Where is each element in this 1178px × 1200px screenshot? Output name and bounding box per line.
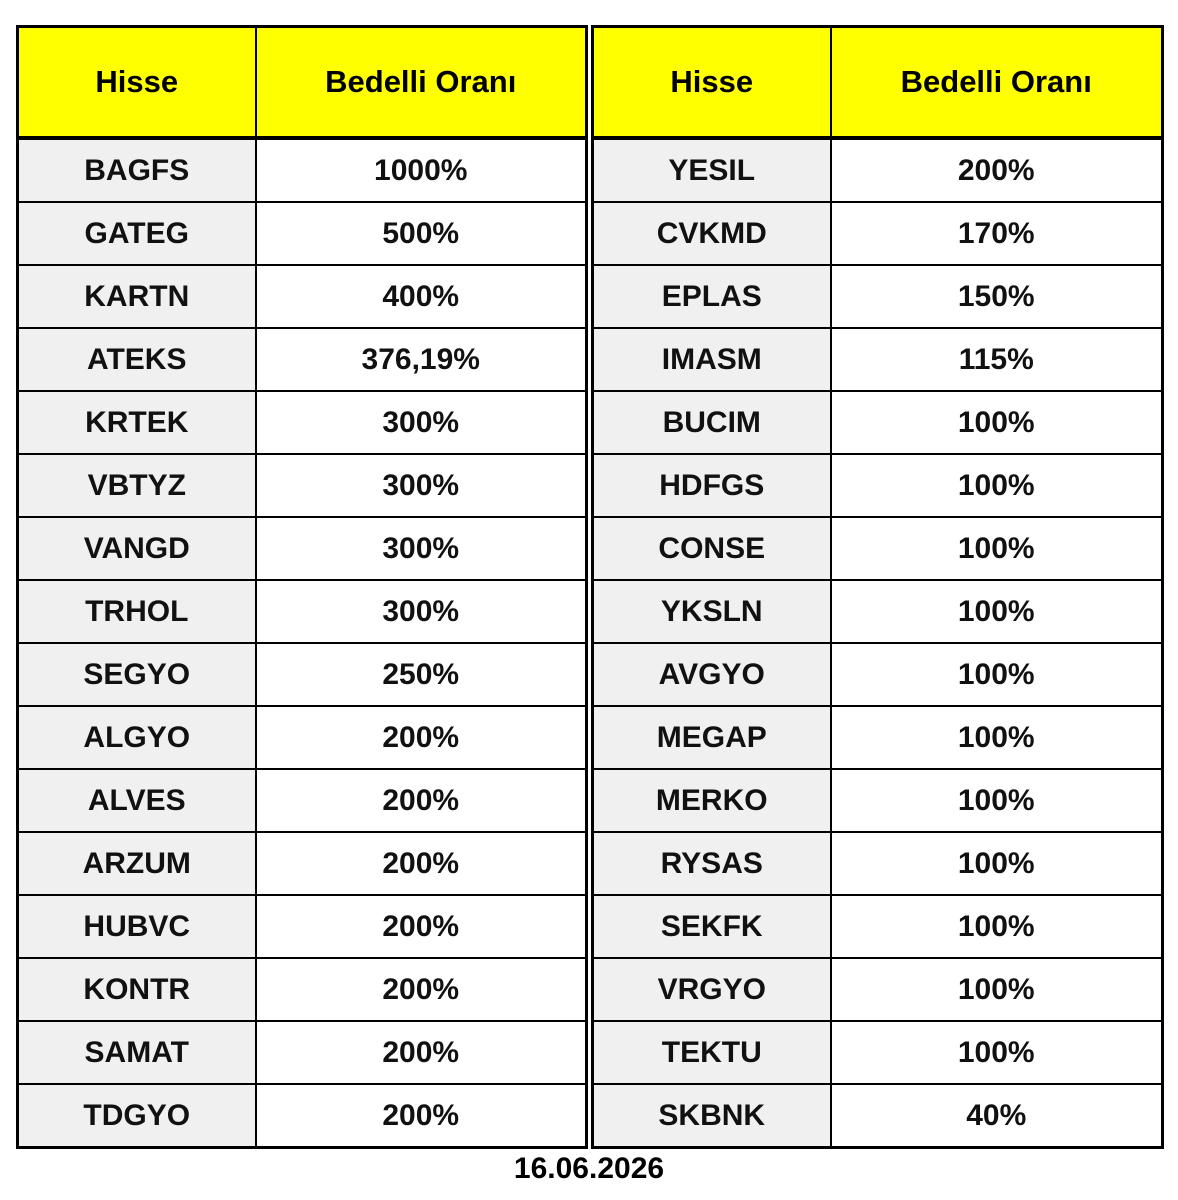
ratio-cell: 115% [831,328,1163,391]
table-row [593,1084,1163,1148]
date-label: 16.06.2026 [513,1152,665,1185]
table-row [593,832,1163,895]
table-row [18,832,587,895]
ratio-cell: 500% [256,202,587,265]
ticker-cell: MEGAP [593,706,831,769]
ticker-cell: CVKMD [593,202,831,265]
table-row [18,706,587,769]
header-ratio: Bedelli Oranı [256,27,587,139]
ticker-cell: ALGYO [18,706,256,769]
ticker-cell: TRHOL [18,580,256,643]
table-row [18,643,587,706]
ticker-cell: BUCIM [593,391,831,454]
table-row [18,328,587,391]
ticker-cell: KARTN [18,265,256,328]
ratio-cell: 200% [256,769,587,832]
table-row [593,643,1163,706]
header-ticker: Hisse [18,27,256,139]
ratio-cell: 300% [256,454,587,517]
table-row [593,391,1163,454]
ratio-cell: 100% [831,391,1163,454]
ticker-cell: ATEKS [18,328,256,391]
ratio-cell: 100% [831,895,1163,958]
ratio-cell: 100% [831,580,1163,643]
ratio-cell: 200% [256,1021,587,1084]
ratio-cell: 300% [256,391,587,454]
ratio-cell: 200% [256,1084,587,1148]
table-row [18,958,587,1021]
ticker-cell: MERKO [593,769,831,832]
ticker-cell: VRGYO [593,958,831,1021]
ticker-cell: ALVES [18,769,256,832]
ticker-cell: ARZUM [18,832,256,895]
left-table-header [18,27,587,139]
ratio-cell: 200% [256,706,587,769]
ratio-cell: 100% [831,769,1163,832]
ratio-cell: 100% [831,517,1163,580]
table-row [593,517,1163,580]
ticker-cell: YESIL [593,138,831,202]
table-row [18,895,587,958]
ratio-cell: 100% [831,1021,1163,1084]
ratio-cell: 150% [831,265,1163,328]
table-row [18,1021,587,1084]
ticker-cell: SAMAT [18,1021,256,1084]
ratio-cell: 1000% [256,138,587,202]
ticker-cell: SKBNK [593,1084,831,1148]
table-row [18,265,587,328]
right-table-header [593,27,1163,139]
table-row [593,202,1163,265]
table-row [593,454,1163,517]
ticker-cell: GATEG [18,202,256,265]
ticker-cell: BAGFS [18,138,256,202]
ratio-cell: 200% [256,832,587,895]
table-row [593,958,1163,1021]
ratio-cell: 250% [256,643,587,706]
table-row [593,328,1163,391]
table-row [593,265,1163,328]
ratio-cell: 40% [831,1084,1163,1148]
ticker-cell: HDFGS [593,454,831,517]
table-row [18,769,587,832]
table-row [593,580,1163,643]
ratio-cell: 100% [831,454,1163,517]
table-row [593,895,1163,958]
ticker-cell: SEGYO [18,643,256,706]
ratio-cell: 300% [256,517,587,580]
ratio-cell: 376,19% [256,328,587,391]
ticker-cell: VANGD [18,517,256,580]
ratio-cell: 300% [256,580,587,643]
table-row [593,706,1163,769]
table-row [593,1021,1163,1084]
ratio-cell: 100% [831,643,1163,706]
left-table-body [18,138,587,1148]
ticker-cell: SEKFK [593,895,831,958]
header-ticker: Hisse [593,27,831,139]
right-table [591,25,1164,1149]
ticker-cell: KRTEK [18,391,256,454]
ratio-cell: 400% [256,265,587,328]
ticker-cell: AVGYO [593,643,831,706]
ticker-cell: IMASM [593,328,831,391]
ratio-cell: 200% [256,958,587,1021]
ratio-cell: 170% [831,202,1163,265]
table-row [18,138,587,202]
table-row [18,517,587,580]
table-row [18,1084,587,1148]
left-table [16,25,588,1149]
ticker-cell: EPLAS [593,265,831,328]
right-table-body [593,138,1163,1148]
ratio-cell: 200% [256,895,587,958]
table-row [593,769,1163,832]
ticker-cell: RYSAS [593,832,831,895]
ratio-cell: 100% [831,958,1163,1021]
ticker-cell: HUBVC [18,895,256,958]
ratio-cell: 200% [831,138,1163,202]
table-row [18,454,587,517]
table-row [18,391,587,454]
ticker-cell: YKSLN [593,580,831,643]
ticker-cell: TDGYO [18,1084,256,1148]
ticker-cell: TEKTU [593,1021,831,1084]
ticker-cell: CONSE [593,517,831,580]
ticker-cell: KONTR [18,958,256,1021]
table-row [593,138,1163,202]
ratio-cell: 100% [831,832,1163,895]
table-row [18,202,587,265]
table-row [18,580,587,643]
header-ratio: Bedelli Oranı [831,27,1163,139]
ticker-cell: VBTYZ [18,454,256,517]
ratio-cell: 100% [831,706,1163,769]
